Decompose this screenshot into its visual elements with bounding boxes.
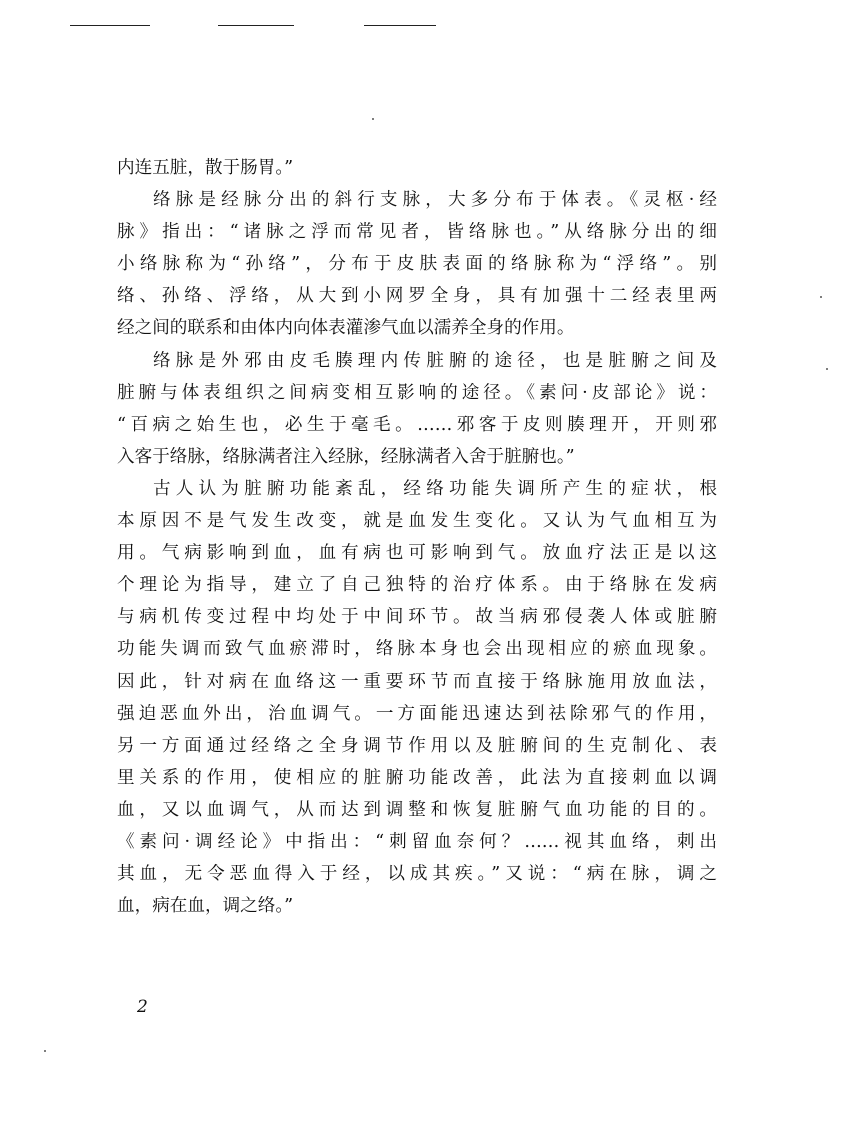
header-rule-middle (218, 25, 294, 26)
text-line: 《素问·调经论》中指出：“刺留血奈何？……视其血络，刺出 (117, 831, 717, 852)
body-text (117, 152, 717, 922)
scan-speck (820, 296, 822, 298)
header-rule-right (364, 25, 436, 26)
text-line: 因此，针对病在血络这一重要环节而直接于络脉施用放血法， (117, 671, 717, 692)
text-line: 络脉是外邪由皮毛腠理内传脏腑的途径，也是脏腑之间及 (153, 350, 717, 371)
text-line: 小络脉称为“孙络”，分布于皮肤表面的络脉称为“浮络”。别 (117, 254, 717, 275)
text-line: 强迫恶血外出，治血调气。一方面能迅速达到祛除邪气的作用， (117, 703, 717, 724)
text-line: 里关系的作用，使相应的脏腑功能改善，此法为直接刺血以调 (117, 767, 717, 788)
text-line: 脉》指出：“诸脉之浮而常见者，皆络脉也。”从络脉分出的细 (117, 222, 717, 243)
text-line: 功能失调而致气血瘀滞时，络脉本身也会出现相应的瘀血现象。 (117, 639, 717, 660)
text-line: 个理论为指导，建立了自己独特的治疗体系。由于络脉在发病 (117, 575, 717, 596)
scan-speck (44, 1050, 46, 1052)
text-line: 古人认为脏腑功能紊乱，经络功能失调所产生的症状，根 (153, 478, 717, 499)
text-line: 血，病在血，调之络。” (117, 896, 294, 917)
text-line: “百病之始生也，必生于毫毛。……邪客于皮则腠理开，开则邪 (117, 414, 717, 435)
text-line: 另一方面通过经络之全身调节作用以及脏腑间的生克制化、表 (117, 735, 717, 756)
text-line: 血，又以血调气，从而达到调整和恢复脏腑气血功能的目的。 (117, 799, 717, 820)
text-line: 入客于络脉，络脉满者注入经脉，经脉满者入舍于脏腑也。” (117, 446, 575, 467)
text-line: 脏腑与体表组织之间病变相互影响的途径。《素问·皮部论》说： (117, 382, 717, 403)
header-rule-left (70, 25, 150, 26)
scan-speck (372, 118, 374, 120)
text-line: 内连五脏，散于肠胃。” (117, 158, 294, 178)
text-line: 其血，无令恶血得入于经，以成其疾。”又说：“病在脉，调之 (117, 864, 717, 885)
text-line: 本原因不是气发生改变，就是血发生变化。又认为气血相互为 (117, 511, 717, 532)
text-line: 经之间的联系和由体内向体表灌渗气血以濡养全身的作用。 (117, 318, 575, 339)
text-line: 与病机传变过程中均处于中间环节。故当病邪侵袭人体或脏腑 (117, 607, 717, 628)
scan-speck (826, 368, 828, 370)
text-line: 络脉是经脉分出的斜行支脉，大多分布于体表。《灵枢·经 (153, 190, 717, 211)
page-number: 2 (137, 997, 148, 1017)
text-line: 络、孙络、浮络，从大到小网罗全身，具有加强十二经表里两 (117, 286, 717, 307)
text-line: 用。气病影响到血，血有病也可影响到气。放血疗法正是以这 (117, 543, 717, 564)
